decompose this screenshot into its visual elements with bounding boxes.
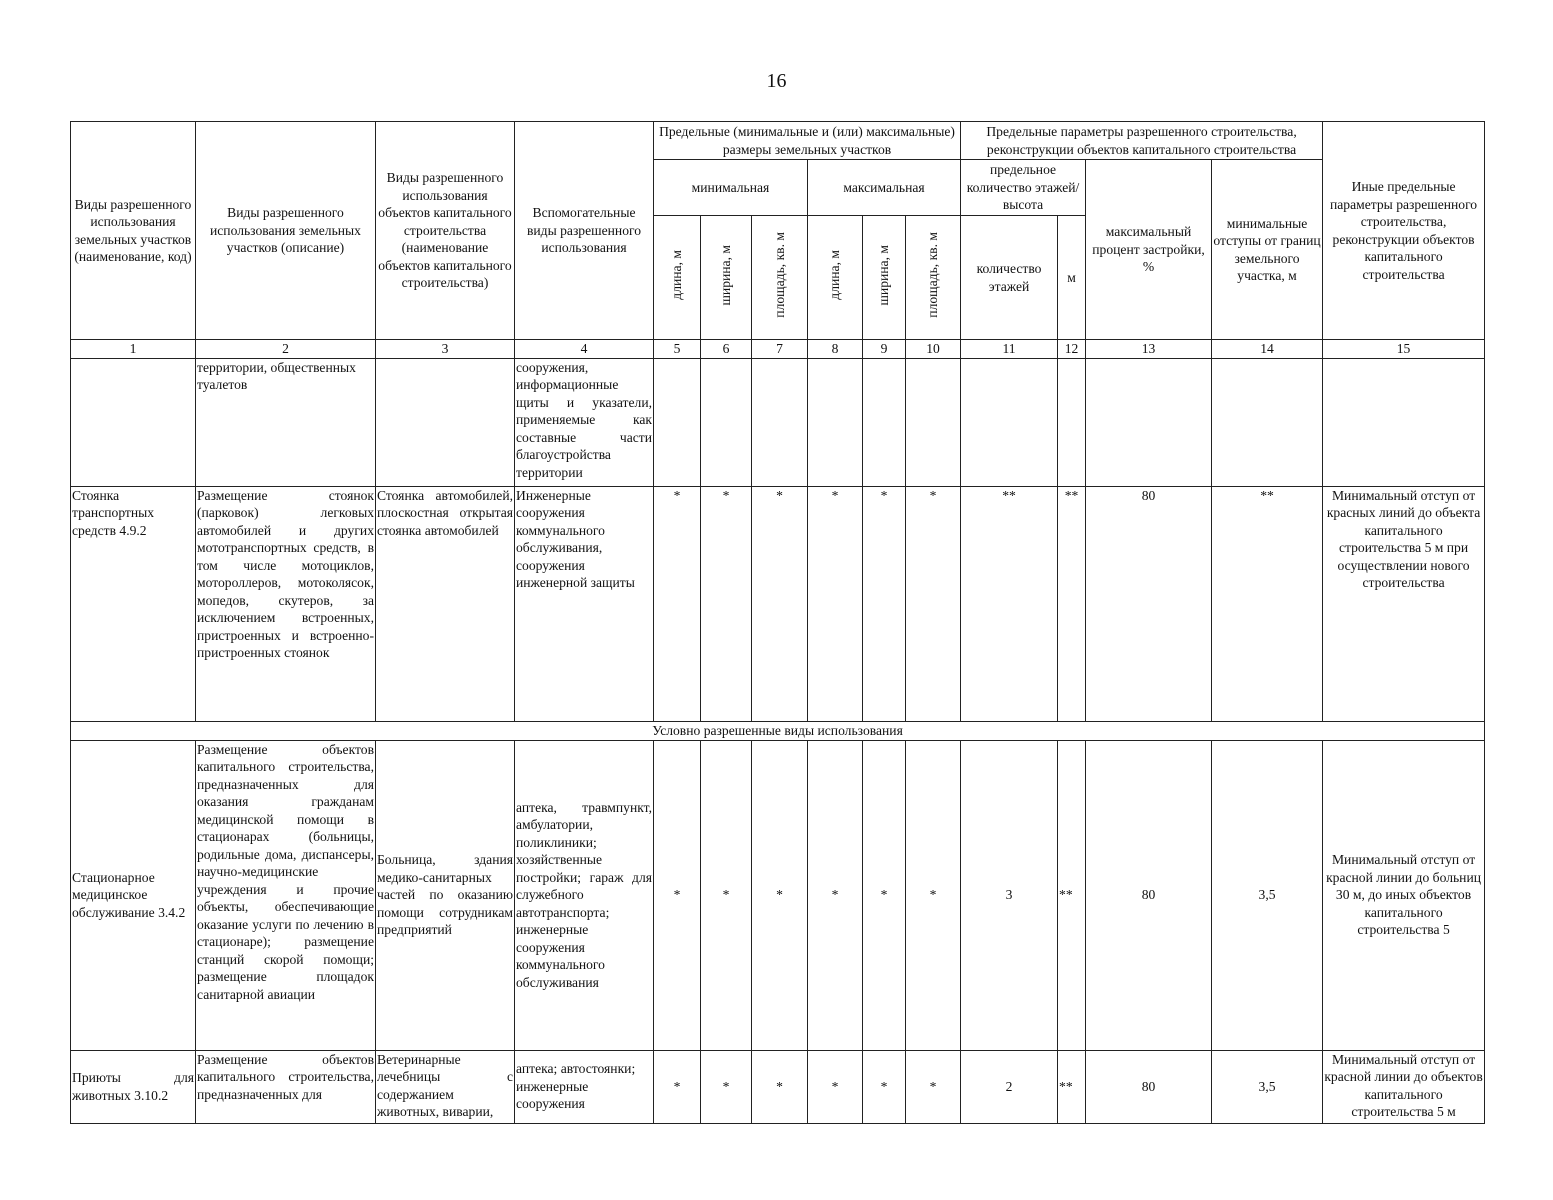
row-max-area: * <box>906 740 961 1050</box>
row-min-setback: ** <box>1212 486 1323 721</box>
header-sizes-group: Предельные (минимальные и (или) максимальные) размеры земельных участков <box>654 122 961 160</box>
header-max-percent: максимальный процент застройки, % <box>1086 160 1212 340</box>
row-use-description: Размещение стоянок (парковок) легковых автомобилей и других мототранспортных средств, в том числе мотоциклов, мотороллеров, мотоколясок, мопедов, скутеров, за исключением встроенных, пристроенных и встроенно-пристроенных стоянок <box>196 486 376 721</box>
row-use-name: Стоянка транспортных средств 4.9.2 <box>71 486 196 721</box>
col-number: 8 <box>808 340 863 359</box>
row-min-area: * <box>752 740 808 1050</box>
header-min-setback: минимальные отступы от границ земельного участка, м <box>1212 160 1323 340</box>
row-auxiliary-uses: аптека; автостоянки; инженерные сооружения <box>515 1050 654 1123</box>
header-col4: Вспомогательные виды разрешенного использования <box>515 122 654 340</box>
row-use-description: Размещение объектов капитального строительства, предназначенных для оказания гражданам медицинской помощи в стационарах (больницы, родильные дома, диспансеры, научно-медицинские учреждения и прочие объекты, обеспечивающие оказание услуги по лечению в стационаре); размещение станций скорой помощи; размещение площадок санитарной авиации <box>196 740 376 1050</box>
row-capital-objects <box>376 358 515 486</box>
row-floors: 3 <box>961 740 1058 1050</box>
row-min-width: * <box>701 740 752 1050</box>
row-other-params <box>1323 358 1485 486</box>
col-number: 7 <box>752 340 808 359</box>
row-use-description: территории, общественных туалетов <box>196 358 376 486</box>
section-title: Условно разрешенные виды использования <box>71 721 1485 740</box>
row-max-length: * <box>808 486 863 721</box>
row-use-name: Приюты для животных 3.10.2 <box>71 1050 196 1123</box>
row-height-m: ** <box>1058 1050 1086 1123</box>
table-row <box>71 740 1485 1050</box>
row-min-area: * <box>752 486 808 721</box>
col-number: 10 <box>906 340 961 359</box>
row-min-setback: 3,5 <box>1212 740 1323 1050</box>
row-height-m: ** <box>1058 740 1086 1050</box>
row-max-percent <box>1086 358 1212 486</box>
row-floors: 2 <box>961 1050 1058 1123</box>
row-max-length: * <box>808 1050 863 1123</box>
row-other-params: Минимальный отступ от красной линии до объектов капитального строительства 5 м <box>1323 1050 1485 1123</box>
header-max-length: длина, м <box>808 216 863 340</box>
row-other-params: Минимальный отступ от красной линии до больниц 30 м, до иных объектов капитального строительства 5 <box>1323 740 1485 1050</box>
col-number: 1 <box>71 340 196 359</box>
row-auxiliary-uses: аптека, травмпункт, амбулатории, поликлиники; хозяйственные постройки; гараж для служебного автотранспорта; инженерные сооружения коммунального обслуживания <box>515 740 654 1050</box>
col-number: 3 <box>376 340 515 359</box>
header-min-length: длина, м <box>654 216 701 340</box>
row-min-area <box>752 358 808 486</box>
col-number: 2 <box>196 340 376 359</box>
header-col1: Виды разрешенного использования земельных участков (наименование, код) <box>71 122 196 340</box>
row-min-length <box>654 358 701 486</box>
row-max-width: * <box>863 486 906 721</box>
row-max-area: * <box>906 1050 961 1123</box>
row-min-width: * <box>701 486 752 721</box>
header-min-area: площадь, кв. м <box>752 216 808 340</box>
row-max-percent: 80 <box>1086 1050 1212 1123</box>
row-min-setback: 3,5 <box>1212 1050 1323 1123</box>
header-max: максимальная <box>808 160 961 216</box>
row-capital-objects: Ветеринарные лечебницы с содержанием животных, виварии, <box>376 1050 515 1123</box>
column-numbers-row <box>71 340 1485 359</box>
row-max-percent: 80 <box>1086 486 1212 721</box>
header-max-width: ширина, м <box>863 216 906 340</box>
header-max-area: площадь, кв. м <box>906 216 961 340</box>
row-max-length: * <box>808 740 863 1050</box>
row-height-m <box>1058 358 1086 486</box>
row-use-name: Стационарное медицинское обслуживание 3.4.2 <box>71 740 196 1050</box>
col-number: 12 <box>1058 340 1086 359</box>
col-number: 15 <box>1323 340 1485 359</box>
row-use-description: Размещение объектов капитального строительства, предназначенных для <box>196 1050 376 1123</box>
row-max-length <box>808 358 863 486</box>
col-number: 4 <box>515 340 654 359</box>
row-min-width: * <box>701 1050 752 1123</box>
col-number: 14 <box>1212 340 1323 359</box>
row-use-name <box>71 358 196 486</box>
page-number: 16 <box>766 70 787 92</box>
table-row <box>71 1050 1485 1123</box>
row-max-width: * <box>863 1050 906 1123</box>
col-number: 9 <box>863 340 906 359</box>
row-height-m: ** <box>1058 486 1086 721</box>
header-floors-group: предельное количество этажей/высота <box>961 160 1086 216</box>
col-number: 11 <box>961 340 1058 359</box>
row-max-area <box>906 358 961 486</box>
row-min-length: * <box>654 1050 701 1123</box>
row-capital-objects: Больница, здания медико-санитарных частей по оказанию помощи сотрудникам предприятий <box>376 740 515 1050</box>
header-min-width: ширина, м <box>701 216 752 340</box>
row-floors <box>961 358 1058 486</box>
row-min-length: * <box>654 486 701 721</box>
header-params-group: Предельные параметры разрешенного строительства, реконструкции объектов капитального строительства <box>961 122 1323 160</box>
table-row <box>71 358 1485 486</box>
col-number: 6 <box>701 340 752 359</box>
col-number: 13 <box>1086 340 1212 359</box>
row-capital-objects: Стоянка автомобилей, плоскостная открытая стоянка автомобилей <box>376 486 515 721</box>
row-auxiliary-uses: сооружения, информационные щиты и указатели, применяемые как составные части благоустройства территории <box>515 358 654 486</box>
row-min-area: * <box>752 1050 808 1123</box>
row-min-setback <box>1212 358 1323 486</box>
row-auxiliary-uses: Инженерные сооружения коммунального обслуживания, сооружения инженерной защиты <box>515 486 654 721</box>
header-other: Иные предельные параметры разрешенного строительства, реконструкции объектов капитального строительства <box>1323 122 1485 340</box>
row-min-length: * <box>654 740 701 1050</box>
row-max-width <box>863 358 906 486</box>
zoning-table <box>70 121 1485 1124</box>
header-floors: количество этажей <box>961 216 1058 340</box>
header-col2: Виды разрешенного использования земельных участков (описание) <box>196 122 376 340</box>
row-max-width: * <box>863 740 906 1050</box>
col-number: 5 <box>654 340 701 359</box>
header-meters: м <box>1058 216 1086 340</box>
header-col3: Виды разрешенного использования объектов капитального строительства (наименование объектов капитального строительства) <box>376 122 515 340</box>
header-min: минимальная <box>654 160 808 216</box>
row-max-area: * <box>906 486 961 721</box>
row-floors: ** <box>961 486 1058 721</box>
row-min-width <box>701 358 752 486</box>
row-max-percent: 80 <box>1086 740 1212 1050</box>
row-other-params: Минимальный отступ от красных линий до объекта капитального строительства 5 м при осуществлении нового строительства <box>1323 486 1485 721</box>
table-row <box>71 486 1485 721</box>
